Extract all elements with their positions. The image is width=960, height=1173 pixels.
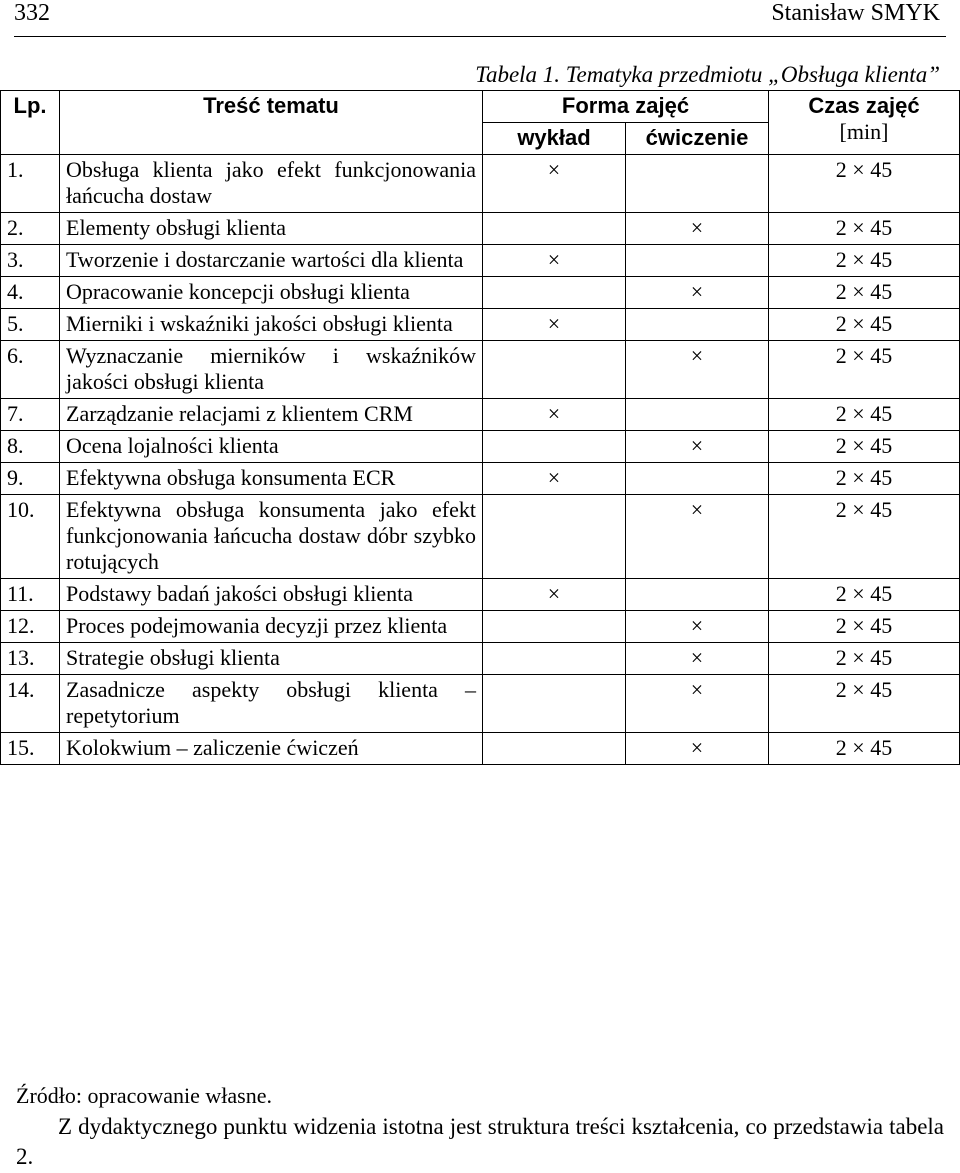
table-row bbox=[1, 675, 960, 733]
row-time: 2 × 45 bbox=[769, 675, 960, 733]
row-topic: Obsługa klienta jako efekt funkcjonowania łańcucha dostaw bbox=[60, 155, 483, 213]
table-row bbox=[1, 643, 960, 675]
row-lecture-mark bbox=[483, 611, 626, 643]
header-exercise: ćwiczenie bbox=[626, 123, 769, 155]
table-row bbox=[1, 213, 960, 245]
row-lecture-mark: × bbox=[483, 463, 626, 495]
row-exercise-mark: × bbox=[626, 495, 769, 579]
row-time: 2 × 45 bbox=[769, 155, 960, 213]
row-lp: 3. bbox=[1, 245, 60, 277]
row-topic: Tworzenie i dostarczanie wartości dla klienta bbox=[60, 245, 483, 277]
row-lecture-mark bbox=[483, 643, 626, 675]
row-lecture-mark bbox=[483, 431, 626, 463]
table-row bbox=[1, 277, 960, 309]
topics-table bbox=[0, 90, 960, 765]
table-row bbox=[1, 463, 960, 495]
row-time: 2 × 45 bbox=[769, 733, 960, 765]
page-number: 332 bbox=[14, 0, 50, 26]
row-time: 2 × 45 bbox=[769, 463, 960, 495]
row-topic: Proces podejmowania decyzji przez klienta bbox=[60, 611, 483, 643]
table-row bbox=[1, 155, 960, 213]
row-time: 2 × 45 bbox=[769, 431, 960, 463]
table-body bbox=[1, 155, 960, 765]
header-time-unit: [min] bbox=[839, 119, 889, 144]
row-topic: Wyznaczanie mierników i wskaźników jakości obsługi klienta bbox=[60, 341, 483, 399]
row-lp: 7. bbox=[1, 399, 60, 431]
row-lp: 12. bbox=[1, 611, 60, 643]
table-header-row bbox=[1, 91, 960, 123]
row-exercise-mark: × bbox=[626, 675, 769, 733]
header-form: Forma zajęć bbox=[483, 91, 769, 123]
row-topic: Opracowanie koncepcji obsługi klienta bbox=[60, 277, 483, 309]
header-lp: Lp. bbox=[1, 91, 60, 155]
row-exercise-mark bbox=[626, 245, 769, 277]
row-lp: 4. bbox=[1, 277, 60, 309]
row-topic: Strategie obsługi klienta bbox=[60, 643, 483, 675]
row-time: 2 × 45 bbox=[769, 643, 960, 675]
table-row bbox=[1, 495, 960, 579]
row-lp: 8. bbox=[1, 431, 60, 463]
table-row bbox=[1, 579, 960, 611]
row-lecture-mark bbox=[483, 277, 626, 309]
row-exercise-mark: × bbox=[626, 341, 769, 399]
row-topic: Zasadnicze aspekty obsługi klienta – repetytorium bbox=[60, 675, 483, 733]
row-lecture-mark bbox=[483, 341, 626, 399]
row-lecture-mark: × bbox=[483, 309, 626, 341]
row-lecture-mark: × bbox=[483, 155, 626, 213]
row-lp: 9. bbox=[1, 463, 60, 495]
row-topic: Efektywna obsługa konsumenta ECR bbox=[60, 463, 483, 495]
row-time: 2 × 45 bbox=[769, 341, 960, 399]
row-lecture-mark: × bbox=[483, 399, 626, 431]
table-row bbox=[1, 733, 960, 765]
table-caption: Tabela 1. Tematyka przedmiotu „Obsługa klienta” bbox=[475, 62, 940, 87]
row-lp: 10. bbox=[1, 495, 60, 579]
row-exercise-mark: × bbox=[626, 431, 769, 463]
row-exercise-mark: × bbox=[626, 277, 769, 309]
row-lecture-mark bbox=[483, 675, 626, 733]
table-row bbox=[1, 431, 960, 463]
row-exercise-mark: × bbox=[626, 611, 769, 643]
row-time: 2 × 45 bbox=[769, 579, 960, 611]
body-paragraph: Z dydaktycznego punktu widzenia istotna jest struktura treści kształcenia, co przedstawia tabela 2. bbox=[16, 1114, 944, 1169]
table-row bbox=[1, 611, 960, 643]
row-exercise-mark bbox=[626, 463, 769, 495]
row-topic: Zarządzanie relacjami z klientem CRM bbox=[60, 399, 483, 431]
row-lp: 15. bbox=[1, 733, 60, 765]
row-lp: 11. bbox=[1, 579, 60, 611]
row-exercise-mark: × bbox=[626, 733, 769, 765]
table-row bbox=[1, 245, 960, 277]
row-time: 2 × 45 bbox=[769, 213, 960, 245]
header-lecture: wykład bbox=[483, 123, 626, 155]
row-lp: 2. bbox=[1, 213, 60, 245]
row-topic: Ocena lojalności klienta bbox=[60, 431, 483, 463]
header-time bbox=[769, 91, 960, 155]
row-lecture-mark: × bbox=[483, 245, 626, 277]
row-exercise-mark bbox=[626, 399, 769, 431]
table-row bbox=[1, 399, 960, 431]
row-topic: Podstawy badań jakości obsługi klienta bbox=[60, 579, 483, 611]
table-row bbox=[1, 341, 960, 399]
row-lecture-mark bbox=[483, 213, 626, 245]
row-exercise-mark bbox=[626, 579, 769, 611]
row-lecture-mark bbox=[483, 495, 626, 579]
row-exercise-mark: × bbox=[626, 643, 769, 675]
row-lecture-mark bbox=[483, 733, 626, 765]
row-topic: Kolokwium – zaliczenie ćwiczeń bbox=[60, 733, 483, 765]
row-time: 2 × 45 bbox=[769, 277, 960, 309]
header-topic: Treść tematu bbox=[60, 91, 483, 155]
row-time: 2 × 45 bbox=[769, 399, 960, 431]
row-topic: Mierniki i wskaźniki jakości obsługi klienta bbox=[60, 309, 483, 341]
row-time: 2 × 45 bbox=[769, 245, 960, 277]
row-lp: 14. bbox=[1, 675, 60, 733]
row-lp: 5. bbox=[1, 309, 60, 341]
row-topic: Efektywna obsługa konsumenta jako efekt funkcjonowania łańcucha dostaw dóbr szybko rotujących bbox=[60, 495, 483, 579]
row-lp: 13. bbox=[1, 643, 60, 675]
row-lp: 1. bbox=[1, 155, 60, 213]
row-exercise-mark: × bbox=[626, 213, 769, 245]
row-time: 2 × 45 bbox=[769, 495, 960, 579]
header-time-label: Czas zajęć bbox=[808, 93, 920, 118]
row-time: 2 × 45 bbox=[769, 309, 960, 341]
running-header-author: Stanisław SMYK bbox=[771, 0, 940, 26]
row-topic: Elementy obsługi klienta bbox=[60, 213, 483, 245]
table-row bbox=[1, 309, 960, 341]
row-exercise-mark bbox=[626, 155, 769, 213]
table-source-note: Źródło: opracowanie własne. bbox=[16, 1083, 272, 1108]
row-lecture-mark: × bbox=[483, 579, 626, 611]
row-time: 2 × 45 bbox=[769, 611, 960, 643]
row-lp: 6. bbox=[1, 341, 60, 399]
row-exercise-mark bbox=[626, 309, 769, 341]
